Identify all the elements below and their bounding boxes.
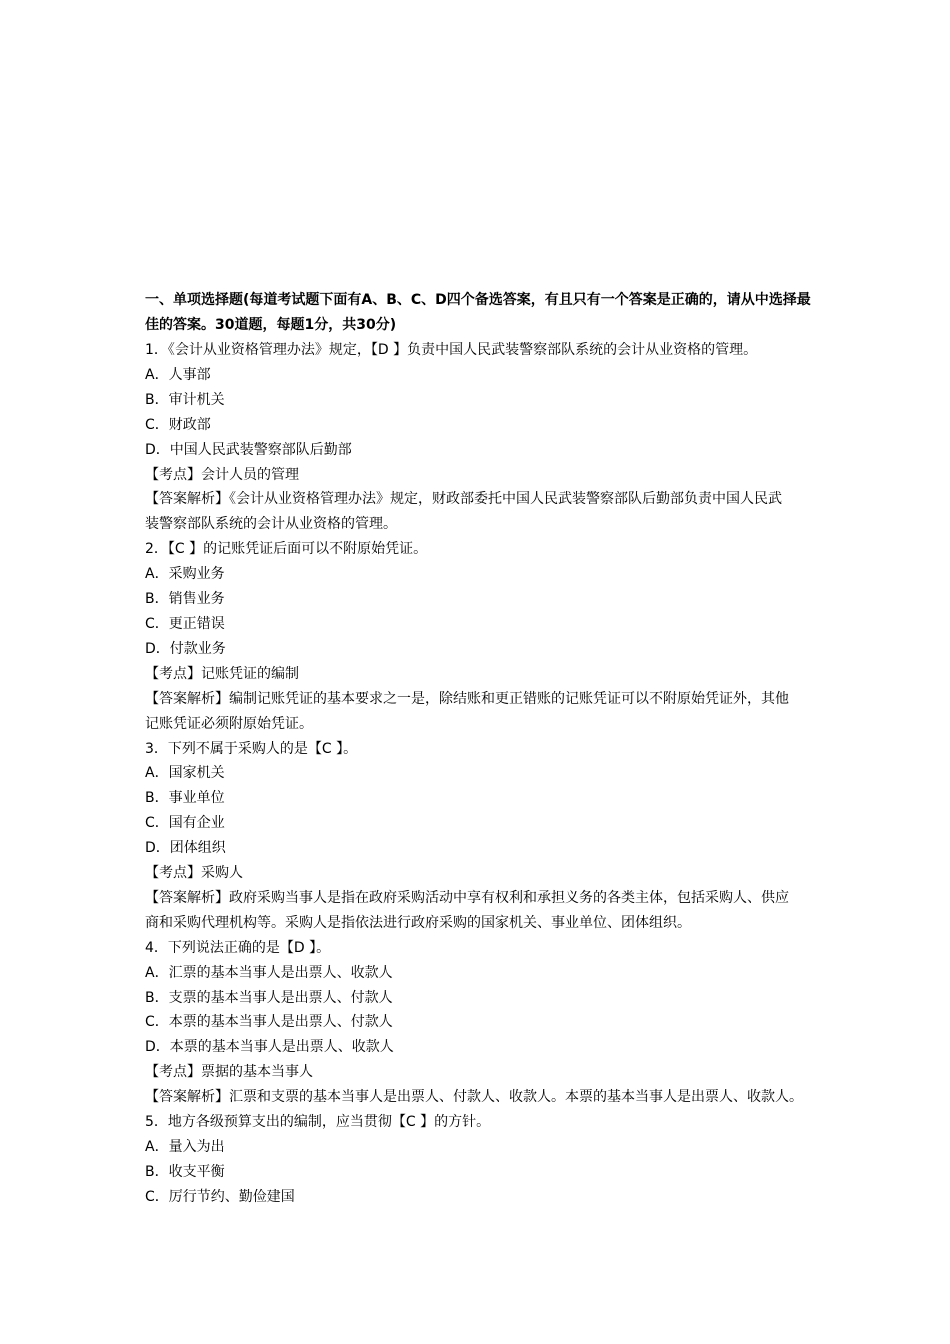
kaodian: 【考点】采购人 [145, 865, 243, 882]
option-a: A．人事部 [145, 366, 211, 383]
question-3 [145, 737, 815, 936]
question-stem: 4．下列说法正确的是【D 】。 [145, 939, 331, 956]
question-stem: 3．下列不属于采购人的是【C 】。 [145, 740, 358, 757]
option-d: D．中国人民武装警察部队后勤部 [145, 441, 352, 458]
option-b: B．收支平衡 [145, 1163, 225, 1180]
option-d: D．团体组织 [145, 840, 226, 857]
option-b: B．审计机关 [145, 391, 225, 408]
option-b: B．支票的基本当事人是出票人、付款人 [145, 989, 393, 1006]
analysis-line: 记账凭证必须附原始凭证。 [145, 715, 313, 732]
option-c: C．国有企业 [145, 815, 225, 832]
analysis-line: 【答案解析】《会计从业资格管理办法》规定，财政部委托中国人民武装警察部队后勤部负责中国人民武 [145, 491, 782, 508]
kaodian: 【考点】票据的基本当事人 [145, 1064, 313, 1081]
option-a: A．汇票的基本当事人是出票人、收款人 [145, 964, 393, 981]
analysis-line: 商和采购代理机构等。采购人是指依法进行政府采购的国家机关、事业单位、团体组织。 [145, 914, 691, 931]
question-2 [145, 537, 815, 736]
option-d: D．付款业务 [145, 640, 226, 657]
option-c: C．更正错误 [145, 615, 225, 632]
option-b: B．销售业务 [145, 591, 225, 608]
document-page [145, 288, 815, 1210]
question-5 [145, 1110, 815, 1210]
option-c: C．财政部 [145, 416, 211, 433]
option-a: A．国家机关 [145, 765, 225, 782]
analysis-line: 【答案解析】汇票和支票的基本当事人是出票人、付款人、收款人。本票的基本当事人是出票人、收款人。 [145, 1089, 803, 1106]
kaodian: 【考点】会计人员的管理 [145, 466, 299, 483]
question-stem: 5．地方各级预算支出的编制，应当贯彻【C 】的方针。 [145, 1114, 491, 1131]
option-b: B．事业单位 [145, 790, 225, 807]
option-c: C．本票的基本当事人是出票人、付款人 [145, 1014, 393, 1031]
option-a: A．量入为出 [145, 1139, 225, 1155]
question-4 [145, 936, 815, 1110]
section-heading: 一、单项选择题(每道考试题下面有A、B、C、D四个备选答案，有且只有一个答案是正确的，请从中选择最佳的答案。30道题，每题1分，共30分) [145, 292, 811, 333]
analysis-line: 装警察部队系统的会计从业资格的管理。 [145, 516, 397, 533]
option-d: D．本票的基本当事人是出票人、收款人 [145, 1039, 394, 1056]
kaodian: 【考点】记账凭证的编制 [145, 665, 299, 682]
analysis-line: 【答案解析】政府采购当事人是指在政府采购活动中享有权利和承担义务的各类主体，包括采购人、供应 [145, 889, 789, 906]
analysis-line: 【答案解析】编制记账凭证的基本要求之一是，除结账和更正错账的记账凭证可以不附原始凭证外，其他 [145, 690, 789, 707]
question-stem: 2．【C 】的记账凭证后面可以不附原始凭证。 [145, 541, 428, 558]
option-a: A．采购业务 [145, 566, 225, 583]
question-stem: 1．《会计从业资格管理办法》规定，【D 】负责中国人民武装警察部队系统的会计从业资格的管理。 [145, 342, 758, 358]
option-c: C．厉行节约、勤俭建国 [145, 1188, 295, 1205]
question-1 [145, 338, 815, 537]
